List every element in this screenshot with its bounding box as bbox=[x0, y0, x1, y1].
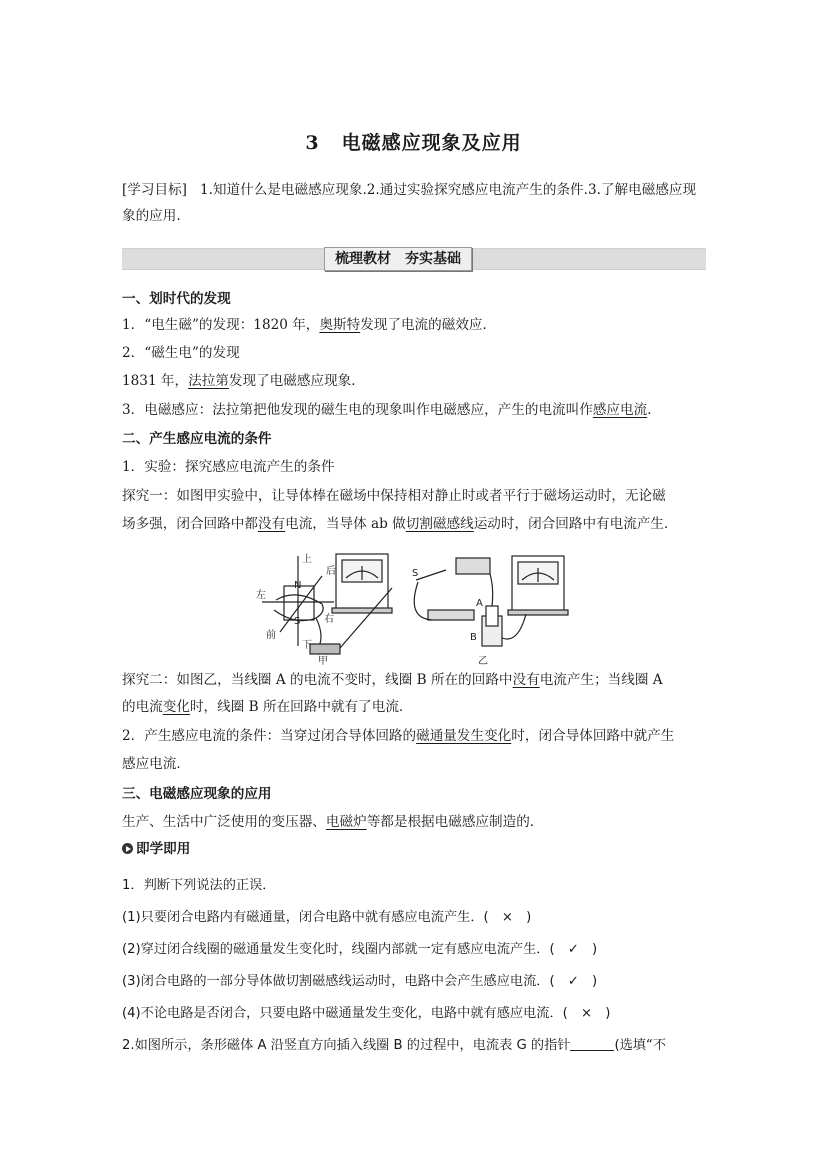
fig-dir-up: 上 bbox=[302, 554, 312, 565]
fig-coil-b: B bbox=[470, 632, 477, 643]
wire-jia-2 bbox=[340, 588, 392, 648]
battery bbox=[456, 558, 490, 574]
s1-item-1 bbox=[122, 312, 706, 338]
answer-induction-cooker: 电磁炉 bbox=[325, 814, 367, 830]
e2b-post: 时，线圈 B 所在回路中就有了电流． bbox=[189, 699, 413, 715]
fig-coil-a: A bbox=[476, 598, 483, 609]
section-3-heading: 三、电磁感应现象的应用 bbox=[122, 786, 272, 802]
s3-pre: 生产、生活中广泛使用的变压器、 bbox=[122, 814, 326, 830]
fig-switch-s: S bbox=[412, 568, 419, 579]
section-banner bbox=[122, 248, 706, 270]
question-1: 1．判断下列说法的正误． bbox=[122, 878, 276, 893]
s2-item-2-line-a bbox=[122, 723, 706, 749]
answer-flux-changes: 磁通量发生变化 bbox=[416, 728, 512, 744]
rheostat bbox=[428, 610, 474, 620]
goal-text: 1.知道什么是电磁感应现象.2.通过实验探究感应电流产生的条件.3.了解电磁感应现象的应用. bbox=[122, 182, 697, 224]
question-2 bbox=[122, 1033, 706, 1059]
question-1-2: (2)穿过闭合线圈的磁通量发生变化时，线圈内部就一定有感应电流产生．( ✓ ) bbox=[122, 942, 598, 957]
question-1-1: (1)只要闭合电路内有磁通量，闭合电路中就有感应电流产生．( × ) bbox=[122, 910, 532, 925]
fig-label-yi: 乙 bbox=[478, 656, 488, 666]
play-circle-icon bbox=[122, 843, 133, 854]
answer-induced-current: 感应电流 bbox=[592, 402, 648, 418]
s1-item-1-text: 1．“电生磁”的发现：1820 年， bbox=[122, 317, 320, 333]
answer-no-current-2: 没有 bbox=[512, 672, 540, 688]
s1-item-2b-end: 发现了电磁感应现象． bbox=[228, 373, 365, 389]
question-1-4: (4)不论电路是否闭合，只要电路中磁通量发生变化，电路中就有感应电流．( × ) bbox=[122, 1006, 611, 1021]
s1-item-2b-text: 1831 年， bbox=[122, 373, 189, 389]
fig-pole-s: S bbox=[294, 616, 301, 627]
e2b-pre: 的电流 bbox=[122, 699, 163, 715]
learning-goals bbox=[122, 177, 706, 229]
section-1-heading: 一、划时代的发现 bbox=[122, 291, 231, 307]
experiment-figure bbox=[256, 548, 576, 666]
coil-a bbox=[486, 606, 498, 626]
s2-explore-1-line-a: 探究一：如图甲实验中，让导体棒在磁场中保持相对静止时或者平行于磁场运动时，无论磁 bbox=[122, 488, 666, 504]
s1-item-3-text: 3．电磁感应：法拉第把他发现的磁生电的现象叫作电磁感应，产生的电流叫作 bbox=[122, 402, 593, 418]
s2-explore-2-line-b bbox=[122, 694, 706, 720]
e2a-pre: 探究二：如图乙，当线圈 A 的电流不变时，线圈 B 所在的回路中 bbox=[122, 672, 513, 688]
s3-post: 等都是根据电磁感应制造的． bbox=[366, 814, 544, 830]
answer-changes: 变化 bbox=[162, 699, 190, 715]
i2a-post: 时，闭合导体回路中就产生 bbox=[511, 728, 675, 744]
e2a-post: 电流产生；当线圈 A bbox=[539, 672, 663, 688]
answer-oersted: 奥斯特 bbox=[319, 317, 361, 333]
page-title bbox=[0, 128, 827, 155]
e1b-pre: 场多强，闭合回路中都 bbox=[122, 516, 258, 532]
s1-item-2: 2．“磁生电”的发现 bbox=[122, 345, 240, 361]
magnet-jia bbox=[284, 586, 314, 620]
title-number: 3 bbox=[305, 132, 320, 154]
question-1-3: (3)闭合电路的一部分导体做切割磁感线运动时，电路中会产生感应电流．( ✓ ) bbox=[122, 974, 598, 989]
banner-box bbox=[324, 247, 472, 271]
practice-heading bbox=[122, 836, 706, 862]
meter-jia-base bbox=[332, 608, 392, 613]
answer-blank[interactable] bbox=[570, 1036, 614, 1051]
wire-yi-3 bbox=[502, 614, 526, 639]
s2-item-1: 1．实验：探究感应电流产生的条件 bbox=[122, 459, 335, 475]
s2-explore-2-line-a bbox=[122, 667, 706, 693]
answer-cut-field-lines: 切割磁感线 bbox=[405, 516, 474, 532]
s1-item-3 bbox=[122, 397, 706, 423]
e1b-mid: 电流，当导体 ab 做 bbox=[285, 516, 406, 532]
question-2-text: 2.如图所示，条形磁体 A 沿竖直方向插入线圈 B 的过程中，电流表 G 的指针 bbox=[122, 1038, 571, 1053]
practice-heading-text: 即学即用 bbox=[136, 841, 191, 857]
fig-label-jia: 甲 bbox=[318, 656, 328, 666]
answer-faraday: 法拉第 bbox=[188, 373, 229, 389]
banner-right-text: 夯实基础 bbox=[405, 251, 461, 267]
answer-no-current: 没有 bbox=[257, 516, 286, 532]
rail-jia bbox=[310, 644, 340, 654]
fig-dir-front: 前 bbox=[266, 630, 276, 641]
switch-yi bbox=[416, 570, 446, 580]
s1-item-3-end: ． bbox=[647, 402, 661, 418]
title-text: 电磁感应现象及应用 bbox=[341, 132, 522, 154]
banner-left-text: 梳理教材 bbox=[335, 251, 391, 267]
fig-pole-n: N bbox=[294, 580, 302, 591]
s2-explore-1-line-b bbox=[122, 511, 706, 537]
s2-item-2-line-b: 感应电流． bbox=[122, 756, 190, 772]
i2a-pre: 2．产生感应电流的条件：当穿过闭合导体回路的 bbox=[122, 728, 417, 744]
wire-yi-2 bbox=[490, 574, 493, 606]
s1-item-2b bbox=[122, 368, 706, 394]
s1-item-1-end: 发现了电流的磁效应． bbox=[360, 317, 497, 333]
meter-yi-base bbox=[508, 610, 568, 615]
fig-dir-left: 左 bbox=[256, 590, 266, 601]
s3-text bbox=[122, 809, 706, 835]
e1b-post: 运动时，闭合回路中有电流产生． bbox=[473, 516, 678, 532]
question-2-end: (选填“不 bbox=[614, 1038, 667, 1053]
fig-dir-down: 下 bbox=[302, 640, 312, 651]
goal-label: [学习目标] bbox=[122, 182, 187, 198]
fig-dir-back: 后 bbox=[326, 566, 336, 577]
section-2-heading: 二、产生感应电流的条件 bbox=[122, 431, 272, 447]
fig-dir-right: 右 bbox=[324, 614, 334, 625]
